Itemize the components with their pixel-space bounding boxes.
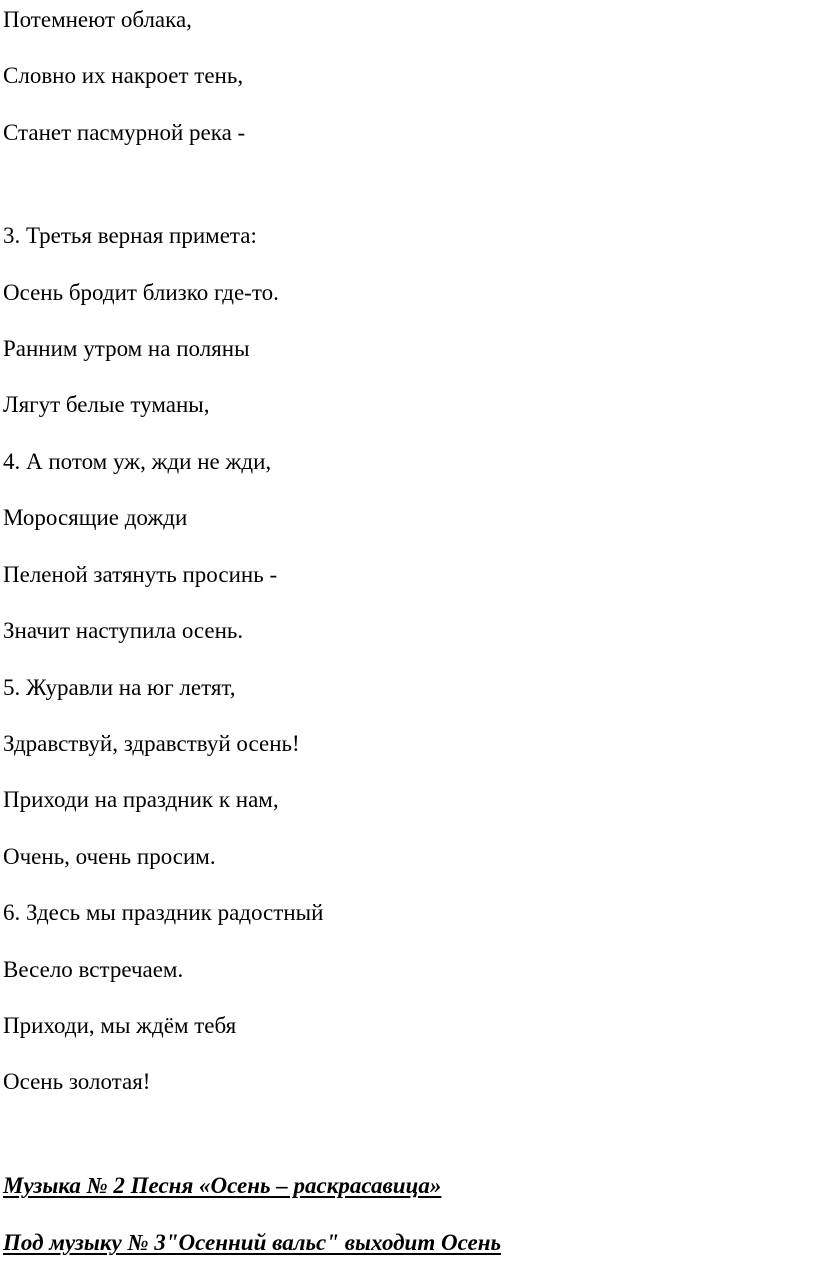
poem-line: 5. Журавли на юг летят, [3,675,236,700]
poem-line: 3. Третья верная примета: [3,223,257,248]
music-3-heading: Под музыку № 3"Осенний вальс" выходит Осень [3,1230,501,1255]
poem-line: Приходи на праздник к нам, [3,787,279,812]
poem-line: Приходи, мы ждём тебя [3,1013,237,1038]
poem-line: Весело встречаем. [3,957,184,982]
poem-line: Потемнеют облака, [3,7,192,32]
poem-line: Осень бродит близко где-то. [3,280,279,305]
poem-line: Пеленой затянуть просинь - [3,562,278,587]
poem-line: Словно их накроет тень, [3,63,244,88]
poem-line: Очень, очень просим. [3,844,216,869]
poem-line: 6. Здесь мы праздник радостный [3,900,324,925]
music-2-heading: Музыка № 2 Песня «Осень – раскрасавица» [3,1173,442,1198]
poem-line: 4. А потом уж, жди не жди, [3,449,272,474]
poem-line: Осень золотая! [3,1069,151,1094]
poem-line: Станет пасмурной река - [3,120,246,145]
poem-line: Ранним утром на поляны [3,336,250,361]
poem-line: Моросящие дожди [3,505,188,530]
poem-line: Здравствуй, здравствуй осень! [3,731,300,756]
poem-line: Лягут белые туманы, [3,392,210,417]
poem-line: Значит наступила осень. [3,618,244,643]
